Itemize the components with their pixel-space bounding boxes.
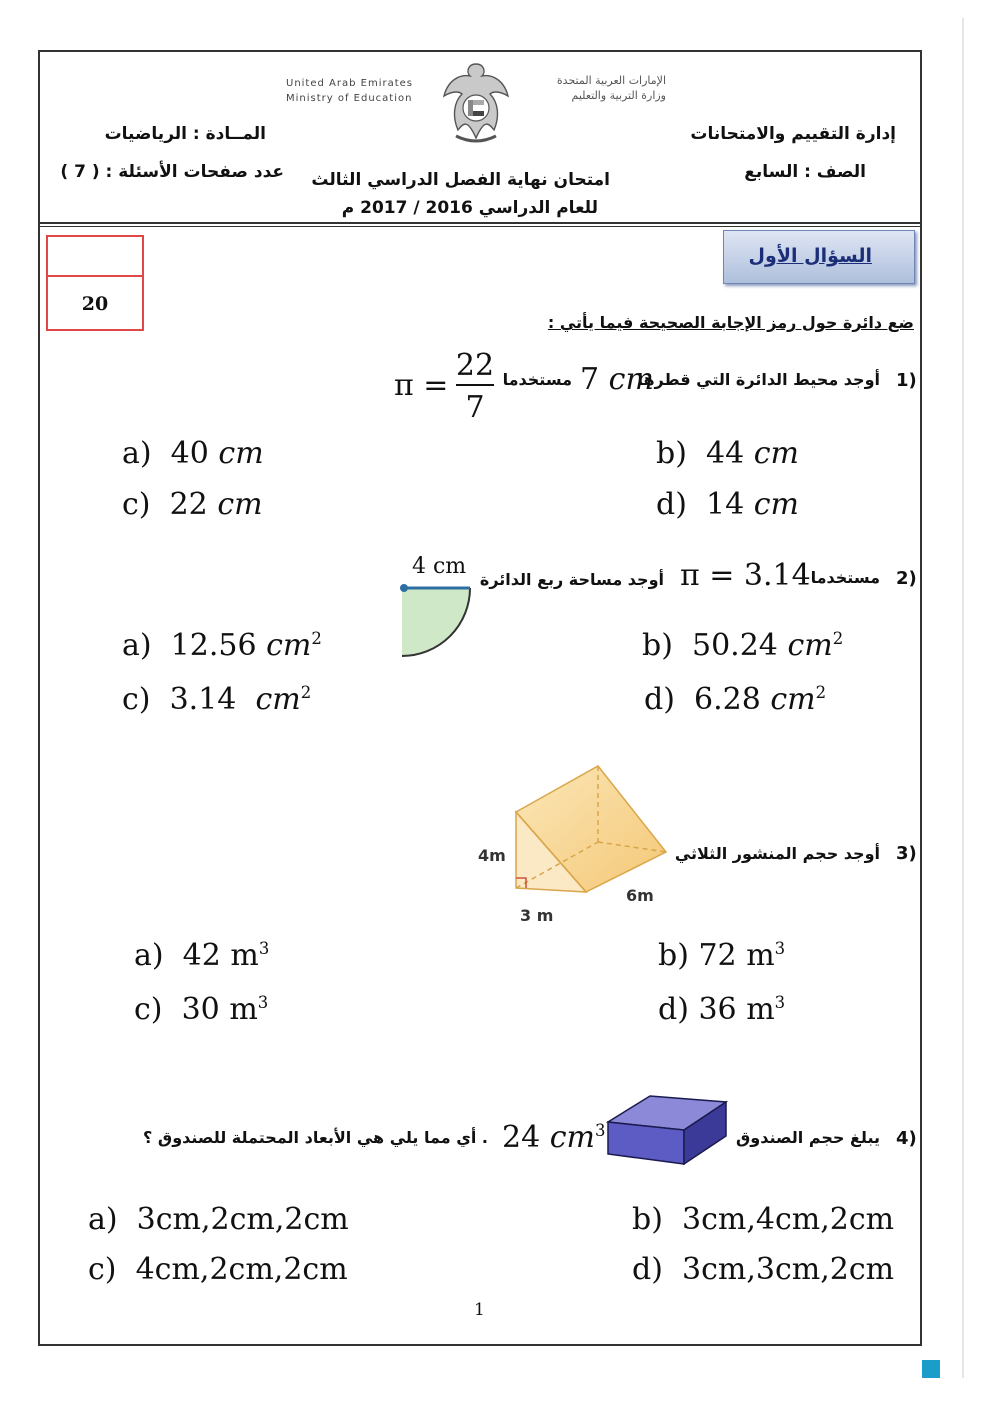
q4-text: يبلغ حجم الصندوق xyxy=(735,1128,880,1147)
academic-year: للعام الدراسي 2016 / 2017 م xyxy=(341,198,598,218)
q2-option-d[interactable]: d) 6.28 $cm^2$ xyxy=(644,682,827,717)
q3-option-b[interactable]: b) 72 $m^3$ xyxy=(658,938,786,973)
q2-option-b[interactable]: b) 50.24 $cm^2$ xyxy=(642,628,844,663)
q1-fraction-bar xyxy=(456,384,494,386)
q3-option-a[interactable]: a) 42 $m^3$ xyxy=(134,938,270,973)
q2-option-c[interactable]: c) 3.14 $cm^2$ xyxy=(122,682,312,717)
q2-pi-expr: π = 3.14 xyxy=(680,558,811,593)
uae-arabic: الإمارات العربية المتحدة xyxy=(556,74,666,87)
q3-height-label: 4m xyxy=(478,846,506,865)
q3-width-label: 3 m xyxy=(520,906,554,925)
q2-figure-label: 4 cm xyxy=(412,554,467,579)
q3-number: 3) xyxy=(896,843,917,864)
q2-option-a[interactable]: a) 12.56 $cm^2$ xyxy=(122,628,322,663)
section-title: السؤال الأول xyxy=(748,245,872,267)
q4-volume: 24 $cm^3$ xyxy=(502,1120,606,1155)
ministry-arabic: وزارة التربية والتعليم xyxy=(571,89,666,102)
score-box xyxy=(46,235,144,331)
ministry-english: Ministry of Education xyxy=(286,93,413,104)
q2-number: 2) xyxy=(896,568,917,589)
uae-english: United Arab Emirates xyxy=(286,78,414,89)
q3-option-c[interactable]: c) 30 $m^3$ xyxy=(134,992,269,1027)
q2-using: مستخدما xyxy=(810,568,880,587)
q1-fraction-denominator: 7 xyxy=(465,390,485,425)
q1-number: 1) xyxy=(896,370,917,391)
box-figure xyxy=(606,1092,730,1168)
q3-length-label: 6m xyxy=(626,886,654,905)
q3-text: أوجد حجم المنشور الثلاثي xyxy=(674,844,880,863)
subject-label: المــادة : الرياضيات xyxy=(104,124,266,144)
section-header-box xyxy=(723,230,915,284)
q4-number: 4) xyxy=(896,1128,917,1149)
q1-text: أوجد محيط الدائرة التي قطرها xyxy=(637,370,880,389)
pages-count-label: عدد صفحات الأسئلة : ( 7 ) xyxy=(60,162,284,182)
instruction: ضع دائرة حول رمز الإجابة الصحيحة فيما يأتي : xyxy=(547,313,914,332)
q1-option-a[interactable]: a) 40 cm xyxy=(122,436,264,471)
q3-option-d[interactable]: d) 36 $m^3$ xyxy=(658,992,786,1027)
department-label: إدارة التقييم والامتحانات xyxy=(690,124,896,144)
q1-option-c[interactable]: c) 22 cm xyxy=(122,487,263,522)
grade-label: الصف : السابع xyxy=(744,162,866,182)
q2-text: أوجد مساحة ربع الدائرة xyxy=(479,570,664,589)
page-number: 1 xyxy=(474,1300,485,1320)
q4-option-b[interactable]: b) 3cm,4cm,2cm xyxy=(632,1202,895,1237)
q4-option-c[interactable]: c) 4cm,2cm,2cm xyxy=(88,1252,348,1287)
q4-option-d[interactable]: d) 3cm,3cm,2cm xyxy=(632,1252,895,1287)
uae-emblem-icon xyxy=(440,56,512,146)
q1-option-d[interactable]: d) 14 cm xyxy=(656,487,799,522)
q1-diameter: 7 cm xyxy=(580,362,654,397)
score-total: 20 xyxy=(81,293,109,315)
header-divider-thin xyxy=(40,226,920,227)
q1-pi-label: π = xyxy=(394,368,449,403)
corner-marker xyxy=(922,1360,940,1378)
q1-option-b[interactable]: b) 44 cm xyxy=(656,436,799,471)
header-divider xyxy=(40,222,920,224)
q4-option-a[interactable]: a) 3cm,2cm,2cm xyxy=(88,1202,349,1237)
q1-fraction-numerator: 22 xyxy=(455,348,495,383)
q4-question: . أي مما يلي هي الأبعاد المحتملة للصندوق ؟ xyxy=(143,1128,488,1147)
q1-using: مستخدما xyxy=(502,370,572,389)
exam-title: امتحان نهاية الفصل الدراسي الثالث xyxy=(311,170,610,190)
page-edge xyxy=(962,18,964,1378)
